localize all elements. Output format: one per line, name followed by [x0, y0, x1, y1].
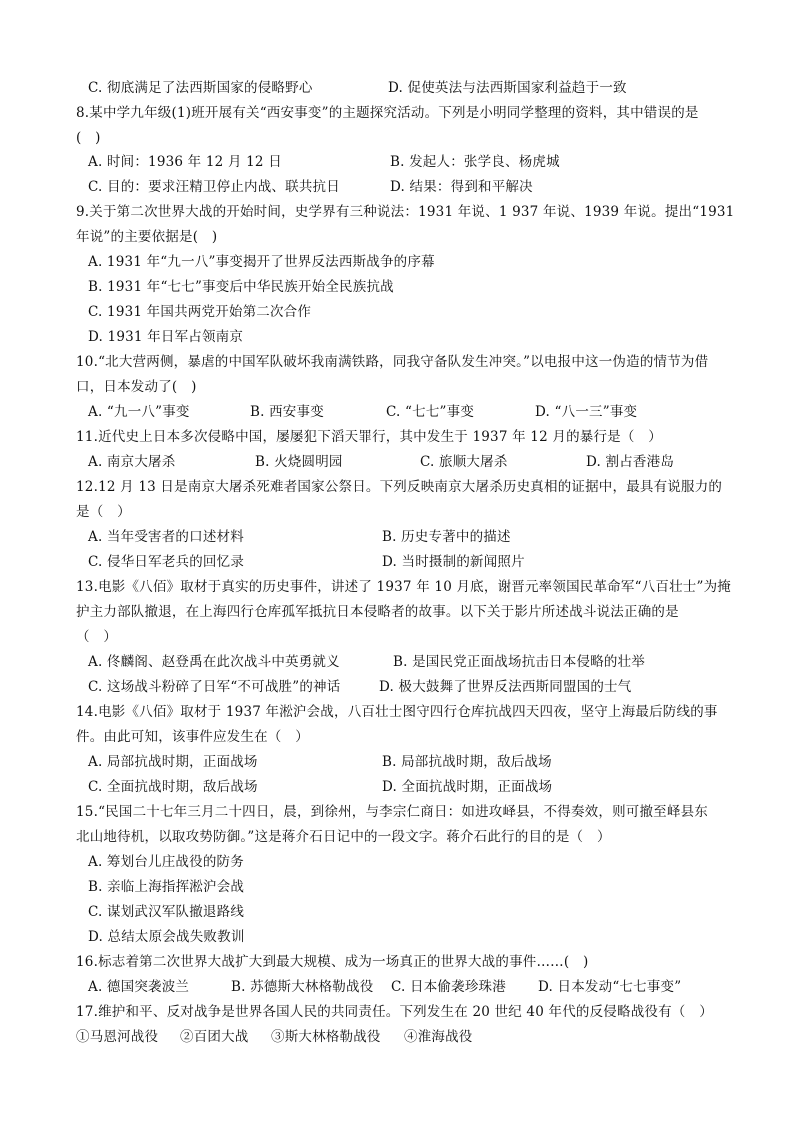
q14-option-d: D. 全面抗战时期，正面战场 — [382, 779, 553, 795]
q17-item-1: ①马恩河战役 — [76, 1029, 159, 1045]
q11-option-c: C. 旅顺大屠杀 — [420, 454, 508, 470]
q13-option-a: A. 佟麟阁、赵登禹在此次战斗中英勇就义 — [88, 654, 340, 670]
q10-stem-line1: 10.“北大营两侧，暴虐的中国军队破坏我南满铁路，同我守备队发生冲突。”以电报中这一伪造的情节为借 — [76, 354, 709, 370]
q7-option-c: C. 彻底满足了法西斯国家的侵略野心 — [88, 80, 313, 96]
q15-stem-line2: 北山地待机，以取攻势防御。”这是蒋介石日记中的一段文字。蒋介石此行的目的是（ ） — [76, 829, 611, 845]
q15-option-c: C. 谋划武汉军队撤退路线 — [88, 904, 245, 920]
q8-stem-line2: ( ) — [76, 130, 101, 146]
q9-option-b: B. 1931 年“七七”事变后中华民族开始全民族抗战 — [88, 279, 394, 295]
q7-option-d: D. 促使英法与法西斯国家利益趋于一致 — [388, 80, 627, 96]
q17-item-4: ④淮海战役 — [404, 1029, 473, 1045]
q10-option-a: A. “九一八”事变 — [88, 404, 190, 420]
q13-option-c: C. 这场战斗粉碎了日军“不可战胜”的神话 — [88, 679, 341, 695]
q13-stem-line1: 13.电影《八佰》取材于真实的历史事件，讲述了 1937 年 10 月底，谢晋元率领国民革命军“八百壮士”为掩 — [76, 579, 731, 595]
q14-stem-line1: 14.电影《八佰》取材于 1937 年淞沪会战，八百壮士图守四行仓库抗战四天四夜，坚守上海最后防线的事 — [76, 704, 718, 720]
q13-option-d: D. 极大鼓舞了世界反法西斯同盟国的士气 — [379, 679, 632, 695]
q10-option-b: B. 西安事变 — [250, 404, 324, 420]
q10-option-c: C. “七七”事变 — [386, 404, 475, 420]
q13-stem-line2: 护主力部队撤退，在上海四行仓库孤军抵抗日本侵略者的故事。以下关于影片所述战斗说法正确的是 — [76, 604, 679, 620]
q17-item-2: ②百团大战 — [180, 1029, 249, 1045]
q12-option-c: C. 侵华日军老兵的回忆录 — [88, 554, 245, 570]
q16-option-a: A. 德国突袭波兰 — [88, 979, 190, 995]
q14-option-a: A. 局部抗战时期，正面战场 — [88, 754, 258, 770]
q17-stem: 17.维护和平、反对战争是世界各国人民的共同责任。下列发生在 20 世纪 40 年代的反侵略战役有（ ） — [76, 1004, 713, 1020]
q14-option-b: B. 局部抗战时期，敌后战场 — [382, 754, 552, 770]
q13-stem-line3: （ ） — [76, 629, 118, 645]
q9-option-d: D. 1931 年日军占领南京 — [88, 329, 244, 345]
q13-option-b: B. 是国民党正面战场抗击日本侵略的壮举 — [393, 654, 646, 670]
q11-stem: 11.近代史上日本多次侵略中国，屡屡犯下滔天罪行，其中发生于 1937 年 12 月的暴行是（ ） — [76, 429, 662, 445]
q17-item-3: ③斯大林格勒战役 — [271, 1029, 381, 1045]
q16-option-b: B. 苏德斯大林格勒战役 — [231, 979, 374, 995]
q12-option-a: A. 当年受害者的口述材料 — [88, 529, 244, 545]
q9-option-c: C. 1931 年国共两党开始第二次合作 — [88, 304, 312, 320]
q15-option-b: B. 亲临上海指挥淞沪会战 — [88, 879, 245, 895]
q11-option-b: B. 火烧圆明园 — [255, 454, 343, 470]
q8-option-c: C. 目的：要求汪精卫停止内战、联共抗日 — [88, 179, 340, 195]
q16-stem: 16.标志着第二次世界大战扩大到最大规模、成为一场真正的世界大战的事件……( ) — [76, 954, 589, 970]
q10-stem-line2: 口，日本发动了( ) — [76, 379, 197, 395]
q12-option-d: D. 当时摄制的新闻照片 — [382, 554, 525, 570]
q12-stem-line1: 12.12 月 13 日是南京大屠杀死难者国家公祭日。下列反映南京大屠杀历史真相的证据中，最具有说服力的 — [76, 479, 723, 495]
q8-option-a: A. 时间：1936 年 12 月 12 日 — [88, 154, 282, 170]
q8-option-d: D. 结果：得到和平解决 — [390, 179, 533, 195]
q9-stem-line1: 9.关于第二次世界大战的开始时间，史学界有三种说法：1931 年说、1 937 年说、1939 年说。提出“1931 — [76, 204, 735, 220]
q9-option-a: A. 1931 年“九一八”事变揭开了世界反法西斯战争的序幕 — [88, 254, 435, 270]
q15-option-d: D. 总结太原会战失败教训 — [88, 929, 245, 945]
q11-option-d: D. 割占香港岛 — [586, 454, 675, 470]
q8-option-b: B. 发起人：张学良、杨虎城 — [390, 154, 560, 170]
q11-option-a: A. 南京大屠杀 — [88, 454, 176, 470]
q9-stem-line2: 年说”的主要依据是( ) — [76, 229, 218, 245]
q12-stem-line2: 是（ ） — [76, 504, 131, 520]
q15-option-a: A. 筹划台儿庄战役的防务 — [88, 854, 244, 870]
q15-stem-line1: 15.“民国二十七年三月二十四日，晨，到徐州，与李宗仁商日：如进攻峄县，不得奏效，则可撤至峄县东 — [76, 804, 708, 820]
q16-option-c: C. 日本偷袭珍珠港 — [391, 979, 506, 995]
q12-option-b: B. 历史专著中的描述 — [382, 529, 511, 545]
q10-option-d: D. “八一三”事变 — [535, 404, 638, 420]
q8-stem-line1: 8.某中学九年级(1)班开展有关“西安事变”的主题探究活动。下列是小明同学整理的资料，其中错误的是 — [76, 105, 699, 121]
q14-option-c: C. 全面抗战时期，敌后战场 — [88, 779, 258, 795]
q14-stem-line2: 件。由此可知，该事件应发生在（ ） — [76, 729, 309, 745]
q16-option-d: D. 日本发动“七七事变” — [538, 979, 682, 995]
